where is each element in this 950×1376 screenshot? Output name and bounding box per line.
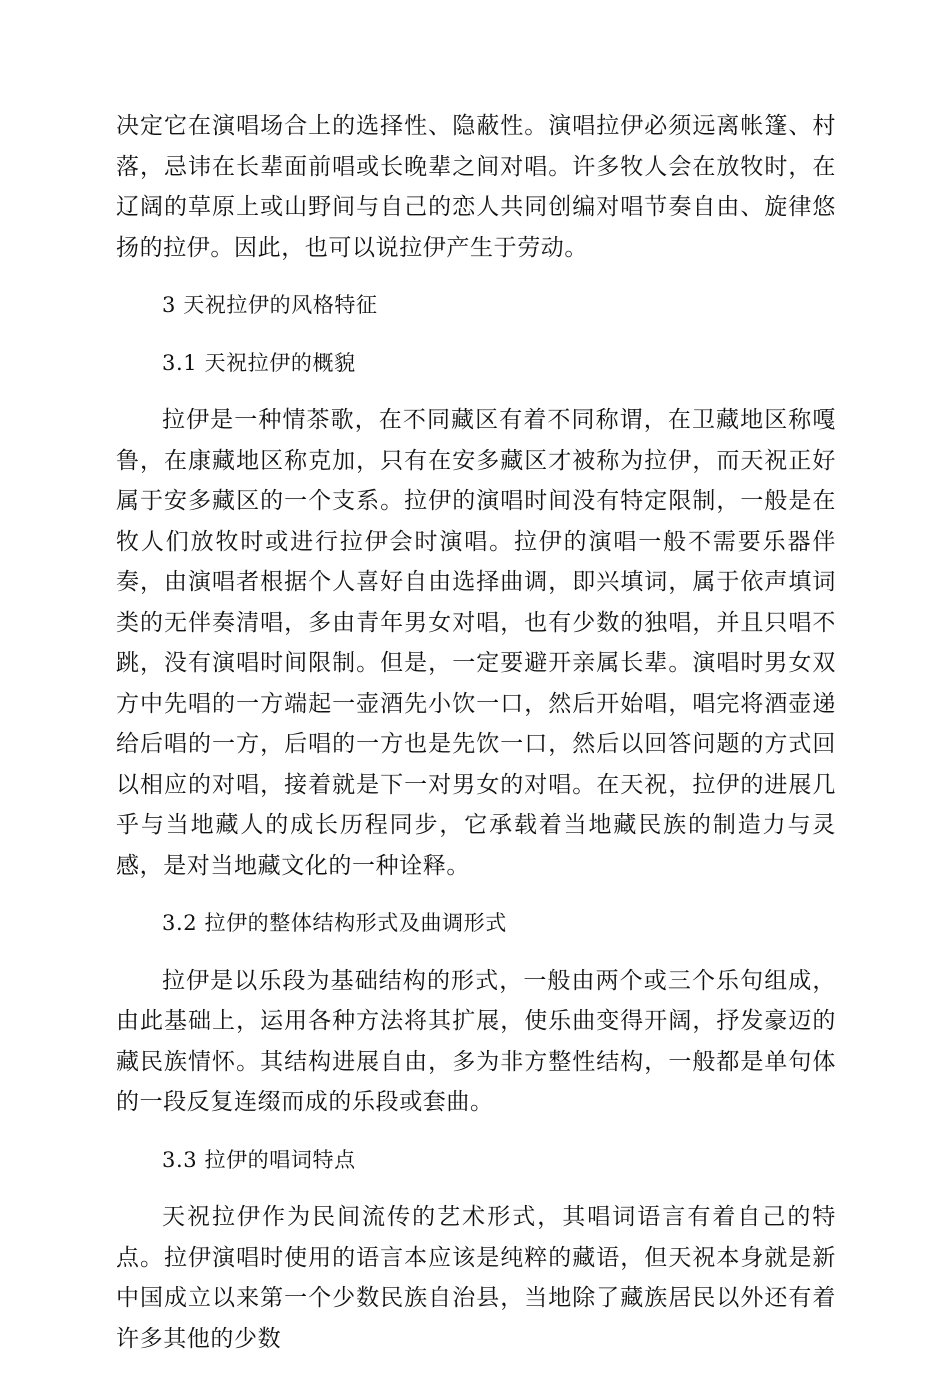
section-heading-3: 3 天祝拉伊的风格特征 [162, 293, 378, 317]
document-body [116, 106, 836, 1376]
subsection-heading-3-3: 3.3 拉伊的唱词特点 [162, 1147, 356, 1172]
paragraph-origin-context: 决定它在演唱场合上的选择性、隐蔽性。演唱拉伊必须远离帐篷、村落，忌讳在长辈面前唱或长晚辈之间对唱。许多牧人会在放牧时，在辽阔的草原上或山野间与自己的恋人共同创编对唱节奏自由、旋律悠扬的拉伊。因此，也可以说拉伊产生于劳动。 [116, 113, 836, 261]
subsection-heading-3-1: 3.1 天祝拉伊的概貌 [162, 350, 356, 375]
paragraph-overview: 拉伊是一种情茶歌，在不同藏区有着不同称谓，在卫藏地区称嘎鲁，在康藏地区称克加，只有在安多藏区才被称为拉伊，而天祝正好属于安多藏区的一个支系。拉伊的演唱时间没有特定限制，一般是在牧人们放牧时或进行拉伊会时演唱。拉伊的演唱一般不需要乐器伴奏，由演唱者根据个人喜好自由选择曲调，即兴填词，属于依声填词类的无伴奏清唱，多由青年男女对唱，也有少数的独唱，并且只唱不跳，没有演唱时间限制。但是，一定要避开亲属长辈。演唱时男女双方中先唱的一方端起一壶酒先小饮一口，然后开始唱，唱完将酒壶递给后唱的一方，后唱的一方也是先饮一口，然后以回答问题的方式回以相应的对唱，接着就是下一对男女的对唱。在天祝，拉伊的进展几乎与当地藏人的成长历程同步，它承载着当地藏民族的制造力与灵感，是对当地藏文化的一种诠释。 [116, 407, 836, 879]
subsection-heading-3-2: 3.2 拉伊的整体结构形式及曲调形式 [162, 911, 507, 935]
paragraph-lyrics: 天祝拉伊作为民间流传的艺术形式，其唱词语言有着自己的特点。拉伊演唱时使用的语言本应该是纯粹的藏语，但天祝本身就是新中国成立以来第一个少数民族自治县，当地除了藏族居民以外还有着许多其他的少数 [116, 1204, 836, 1352]
paragraph-structure: 拉伊是以乐段为基础结构的形式，一般由两个或三个乐句组成，由此基础上，运用各种方法将其扩展，使乐曲变得开阔，抒发豪迈的藏民族情怀。其结构进展自由，多为非方整性结构，一般都是单句体的一段反复连缀而成的乐段或套曲。 [116, 967, 836, 1115]
